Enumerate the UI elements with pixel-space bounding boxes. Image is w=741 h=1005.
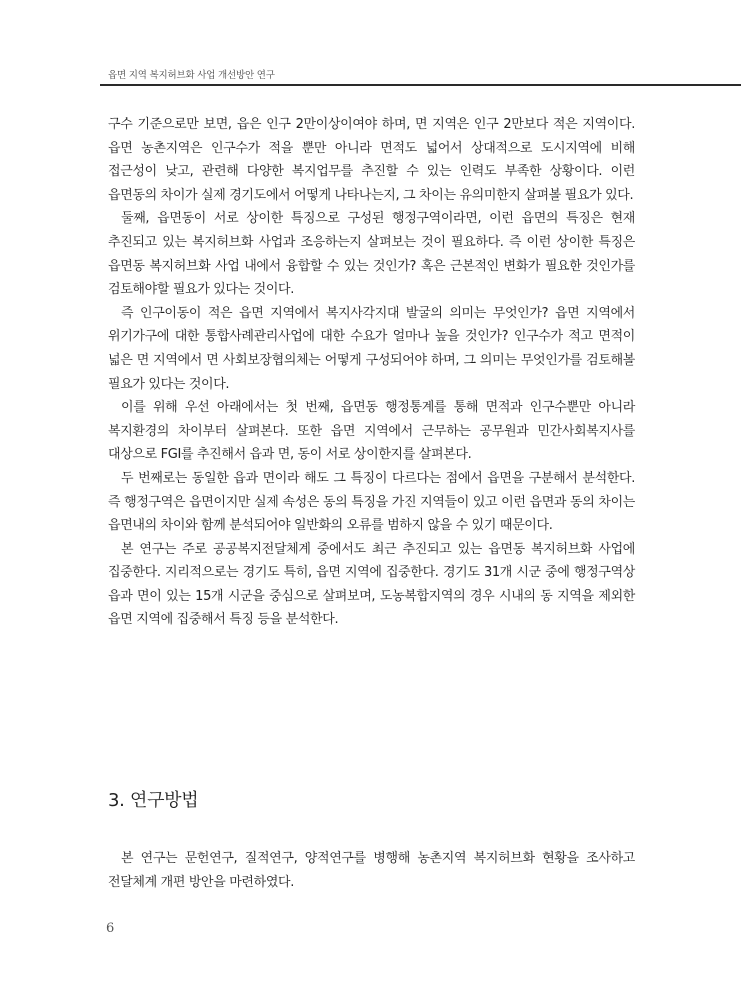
body-paragraph-2: 둘째, 읍면동이 서로 상이한 특징으로 구성된 행정구역이라면, 이런 읍면의 특징은 현재 추진되고 있는 복지허브화 사업과 조응하는지 살펴보는 것이 필요하다. 즉 이런 상이한 특징은 읍면동 복지허브화 사업 내에서 융합할 수 있는 것인가? 혹은 근본적인 변화가 필요한 것인가를 검토해야할 필요가 있다는 것이다. [108,211,635,298]
body-paragraph-6: 본 연구는 주로 공공복지전달체계 중에서도 최근 추진되고 있는 읍면동 복지허브화 사업에 집중한다. 지리적으로는 경기도 특히, 읍면 지역에 집중한다. 경기도 31개 시군 중에 행정구역상 읍과 면이 있는 15개 시군을 중심으로 살펴보며, 도농복합지역의 경우 시내의 동 지역을 제외한 읍면 지역에 집중해서 특징 등을 분석한다. [108,541,635,628]
body-paragraph-3: 즉 인구이동이 적은 읍면 지역에서 복지사각지대 발굴의 의미는 무엇인가? 읍면 지역에서 위기가구에 대한 통합사례관리사업에 대한 수요가 얼마나 높을 것인가? 인구수가 적고 면적이 넓은 면 지역에서 면 사회보장협의체는 어떻게 구성되어야 하며, 그 의미는 무엇인가를 검토해볼 필요가 있다는 것이다. [108,305,635,392]
body-paragraph-1: 구수 기준으로만 보면, 읍은 인구 2만이상이여야 하며, 면 지역은 인구 2만보다 적은 지역이다. 읍면 농촌지역은 인구수가 적을 뿐만 아니라 면적도 넓어서 상대적으로 도시지역에 비해 접근성이 낮고, 관련해 다양한 복지업무를 추진할 수 있는 인력도 부족한 상황이다. 이런 읍면동의 차이가 실제 경기도에서 어떻게 나타나는지, 그 차이는 유의미한지 살펴볼 필요가 있다. [108,117,635,203]
header-rule [100,84,741,86]
section-heading: 3. 연구방법 [108,790,199,811]
section-paragraph: 본 연구는 문헌연구, 질적연구, 양적연구를 병행해 농촌지역 복지허브화 현황을 조사하고 전달체계 개편 방안을 마련하였다. [108,851,635,890]
body-text [108,113,635,632]
body-paragraph-4: 이를 위해 우선 아래에서는 첫 번째, 읍면동 행정통계를 통해 면적과 인구수뿐만 아니라 복지환경의 차이부터 살펴본다. 또한 읍면 지역에서 근무하는 공무원과 민간사회복지사를 대상으로 FGI를 추진해서 읍과 면, 동이 서로 상이한지를 살펴본다. [108,400,635,463]
page-number: 6 [106,921,115,936]
running-header: 읍면 지역 복지허브화 사업 개선방안 연구 [108,70,275,81]
section-body [108,847,635,894]
body-paragraph-5: 두 번째로는 동일한 읍과 면이라 해도 그 특징이 다르다는 점에서 읍면을 구분해서 분석한다. 즉 행정구역은 읍면이지만 실제 속성은 동의 특징을 가진 지역들이 있고 이런 읍면과 동의 차이는 읍면내의 차이와 함께 분석되어야 일반화의 오류를 범하지 않을 수 있기 때문이다. [108,470,635,534]
